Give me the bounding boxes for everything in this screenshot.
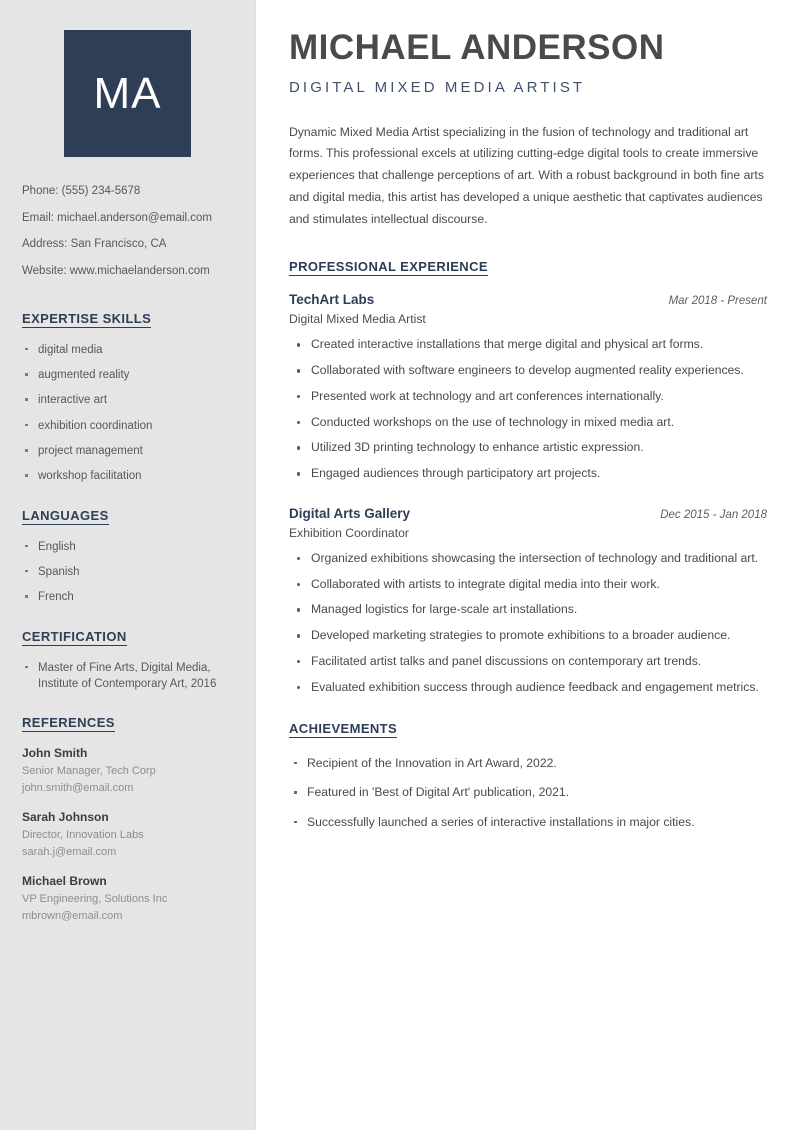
reference-title: Director, Innovation Labs <box>22 829 144 842</box>
list-item: interactive art <box>22 392 233 408</box>
achievements-list <box>289 754 767 833</box>
section-certification <box>22 628 233 693</box>
professional-summary: Dynamic Mixed Media Artist specializing in the fusion of technology and traditional art forms. This professional excels at utilizing cutting-edge digital tools to create immersive experiences that challenge perceptions of art. With a robust background in both fine arts and digital media, this artist has developed a unique aesthetic that captivates audiences and stimulates intellectual discourse. <box>289 124 764 226</box>
sidebar <box>0 0 256 1130</box>
list-item: Facilitated artist talks and panel discussions on contemporary art trends. <box>289 652 767 672</box>
contact-phone: Phone: (555) 234-5678 <box>22 185 141 197</box>
experience-entry <box>289 506 767 698</box>
list-item: Successfully launched a series of interactive installations in major cities. <box>289 813 767 833</box>
candidate-title: DIGITAL MIXED MEDIA ARTIST <box>289 78 586 96</box>
experience-bullets <box>289 549 767 698</box>
section-references <box>22 714 233 924</box>
list-item: French <box>22 589 233 605</box>
experience-role: Exhibition Coordinator <box>289 525 409 540</box>
reference-item <box>22 810 233 860</box>
references-heading: REFERENCES <box>22 715 115 731</box>
section-languages <box>22 507 233 606</box>
list-item: exhibition coordination <box>22 418 233 434</box>
certification-heading: CERTIFICATION <box>22 628 127 644</box>
list-item: augmented reality <box>22 367 233 383</box>
reference-name: Sarah Johnson <box>22 810 109 825</box>
experience-company: TechArt Labs <box>289 292 375 308</box>
avatar-initials: MA <box>64 30 191 157</box>
reference-item <box>22 746 233 796</box>
list-item: Created interactive installations that merge digital and physical art forms. <box>289 335 767 355</box>
contact-website: Website: www.michaelanderson.com <box>22 265 210 278</box>
reference-email: john.smith@email.com <box>22 781 134 794</box>
contact-address: Address: San Francisco, CA <box>22 238 167 251</box>
experience-date: Dec 2015 - Jan 2018 <box>660 508 767 521</box>
experience-role: Digital Mixed Media Artist <box>289 312 426 327</box>
list-item: English <box>22 539 233 555</box>
section-professional-experience <box>289 258 767 697</box>
list-item: Recipient of the Innovation in Art Award, 2022. <box>289 754 767 774</box>
list-item: project management <box>22 443 233 459</box>
experience-bullets <box>289 335 767 484</box>
list-item: Organized exhibitions showcasing the intersection of technology and traditional art. <box>289 549 767 569</box>
professional-experience-heading: PROFESSIONAL EXPERIENCE <box>289 259 488 275</box>
achievements-heading: ACHIEVEMENTS <box>289 720 398 736</box>
languages-list <box>22 539 233 606</box>
experience-date: Mar 2018 - Present <box>668 295 767 308</box>
list-item: workshop facilitation <box>22 468 233 484</box>
experience-company: Digital Arts Gallery <box>289 505 411 521</box>
experience-header <box>289 506 767 521</box>
list-item: Presented work at technology and art conferences internationally. <box>289 387 767 407</box>
reference-title: Senior Manager, Tech Corp <box>22 765 156 778</box>
contact-email: Email: michael.anderson@email.com <box>22 211 212 224</box>
reference-name: Michael Brown <box>22 874 107 889</box>
list-item: Collaborated with artists to integrate digital media into their work. <box>289 575 767 595</box>
list-item: Collaborated with software engineers to develop augmented reality experiences. <box>289 361 767 381</box>
section-expertise-skills <box>22 310 233 485</box>
candidate-name: MICHAEL ANDERSON <box>289 28 665 67</box>
expertise-skills-heading: EXPERTISE SKILLS <box>22 310 152 326</box>
list-item: Master of Fine Arts, Digital Media, Institute of Contemporary Art, 2016 <box>22 660 233 693</box>
list-item: Utilized 3D printing technology to enhance artistic expression. <box>289 438 767 458</box>
reference-item <box>22 874 233 924</box>
list-item: Evaluated exhibition success through audience feedback and engagement metrics. <box>289 678 767 698</box>
list-item: Spanish <box>22 564 233 580</box>
avatar-container <box>22 30 233 157</box>
list-item: digital media <box>22 342 233 358</box>
reference-title: VP Engineering, Solutions Inc <box>22 893 168 906</box>
list-item: Engaged audiences through participatory art projects. <box>289 464 767 484</box>
reference-email: mbrown@email.com <box>22 909 123 922</box>
list-item: Managed logistics for large-scale art installations. <box>289 600 767 620</box>
certification-list <box>22 660 233 693</box>
experience-header <box>289 292 767 307</box>
main-content <box>256 0 800 1130</box>
list-item: Featured in 'Best of Digital Art' publication, 2021. <box>289 783 767 803</box>
list-item: Conducted workshops on the use of technology in mixed media art. <box>289 413 767 433</box>
reference-email: sarah.j@email.com <box>22 845 117 858</box>
reference-name: John Smith <box>22 746 88 761</box>
section-achievements <box>289 720 767 833</box>
expertise-skills-list <box>22 342 233 485</box>
list-item: Developed marketing strategies to promote exhibitions to a broader audience. <box>289 626 767 646</box>
languages-heading: LANGUAGES <box>22 507 109 523</box>
contact-list <box>22 183 233 280</box>
experience-entry <box>289 292 767 484</box>
